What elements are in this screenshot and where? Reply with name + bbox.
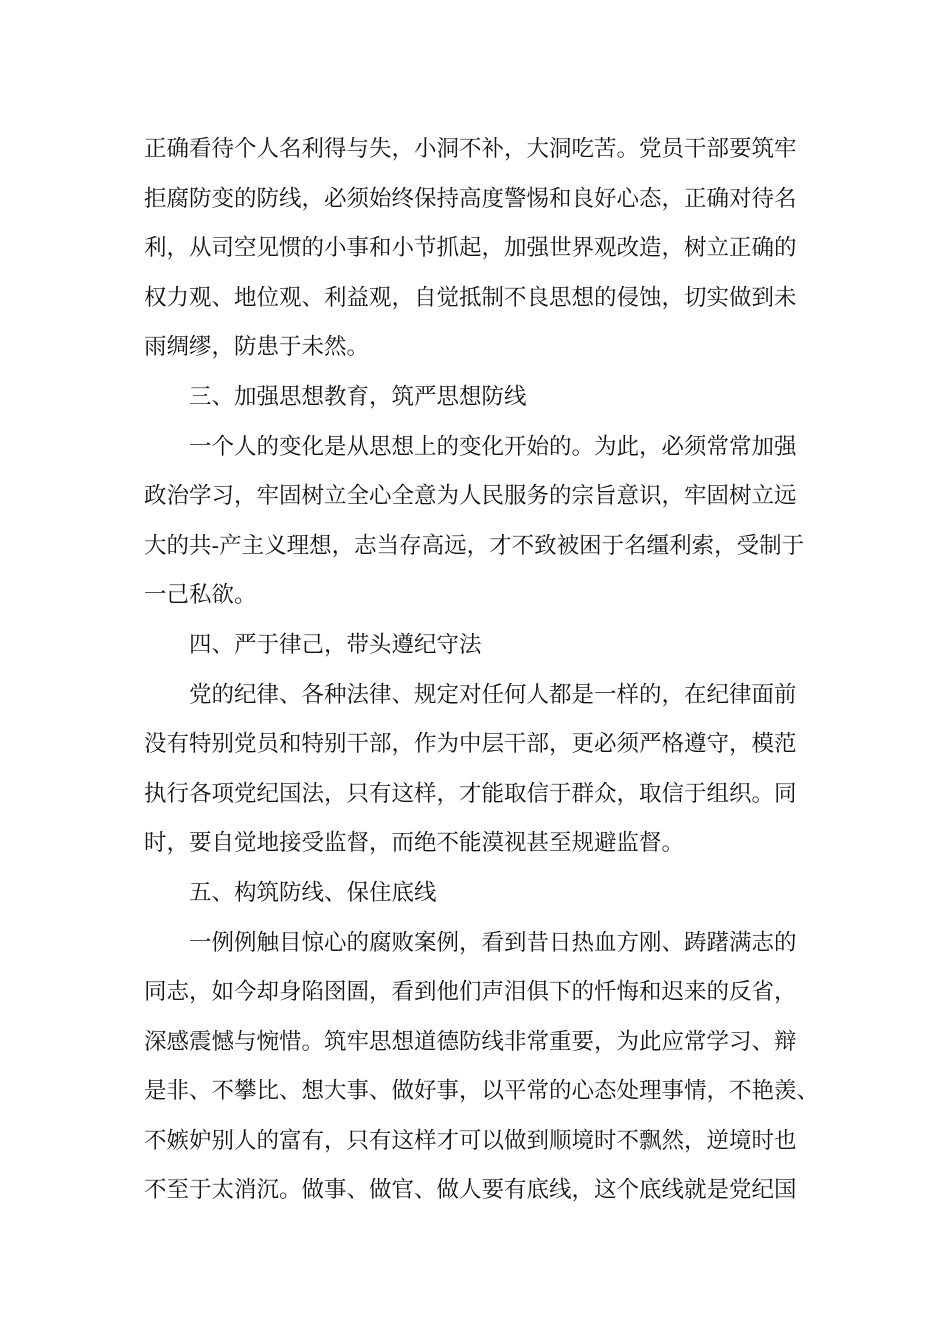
section-heading: 四、严于律己，带头遵纪守法 xyxy=(189,631,482,658)
paragraph-line: 正确看待个人名利得与失，小洞不补，大洞吃苦。党员干部要筑牢 xyxy=(144,136,797,162)
paragraph-line: 一己私欲。 xyxy=(144,582,257,609)
paragraph-first-line: 一个人的变化是从思想上的变化开始的。为此，必须常常加强 xyxy=(189,433,797,460)
document-body xyxy=(144,125,824,1216)
paragraph-first-line: 党的纪律、各种法律、规定对任何人都是一样的，在纪律面前 xyxy=(189,681,797,708)
paragraph-first-line: 一例例触目惊心的腐败案例，看到昔日热血方刚、踌躇满志的 xyxy=(189,929,797,956)
paragraph-line: 没有特别党员和特别干部，作为中层干部，更必须严格遵守，模范 xyxy=(144,731,797,758)
paragraph-line: 雨绸缪，防患于未然。 xyxy=(144,334,370,361)
paragraph-line: 拒腐防变的防线，必须始终保持高度警惕和良好心态，正确对待名 xyxy=(144,185,797,212)
paragraph-line: 政治学习，牢固树立全心全意为人民服务的宗旨意识，牢固树立远 xyxy=(144,483,797,510)
paragraph-line: 时，要自觉地接受监督，而绝不能漠视甚至规避监督。 xyxy=(144,830,685,857)
paragraph-line: 不至于太消沉。做事、做官、做人要有底线，这个底线就是党纪国 xyxy=(144,1177,797,1204)
section-heading: 三、加强思想教育，筑严思想防线 xyxy=(189,383,527,410)
paragraph-line: 权力观、地位观、利益观，自觉抵制不良思想的侵蚀，切实做到未 xyxy=(144,284,797,311)
paragraph-line: 是非、不攀比、想大事、做好事，以平常的心态处理事情，不艳羡、 xyxy=(144,1078,820,1105)
paragraph-line: 大的共-产主义理想，志当存高远，才不致被困于名缰利索，受制于 xyxy=(144,532,805,559)
paragraph-line: 不嫉妒别人的富有，只有这样才可以做到顺境时不飘然，逆境时也 xyxy=(144,1127,797,1154)
paragraph-line: 利，从司空见惯的小事和小节抓起，加强世界观改造，树立正确的 xyxy=(144,235,797,262)
paragraph-line: 同志，如今却身陷囹圄，看到他们声泪俱下的忏悔和迟来的反省， xyxy=(144,979,797,1006)
paragraph-line: 深感震憾与惋惜。筑牢思想道德防线非常重要，为此应常学习、辩 xyxy=(144,1028,797,1055)
paragraph-line: 执行各项党纪国法，只有这样，才能取信于群众，取信于组织。同 xyxy=(144,780,797,807)
section-heading: 五、构筑防线、保住底线 xyxy=(189,879,437,906)
